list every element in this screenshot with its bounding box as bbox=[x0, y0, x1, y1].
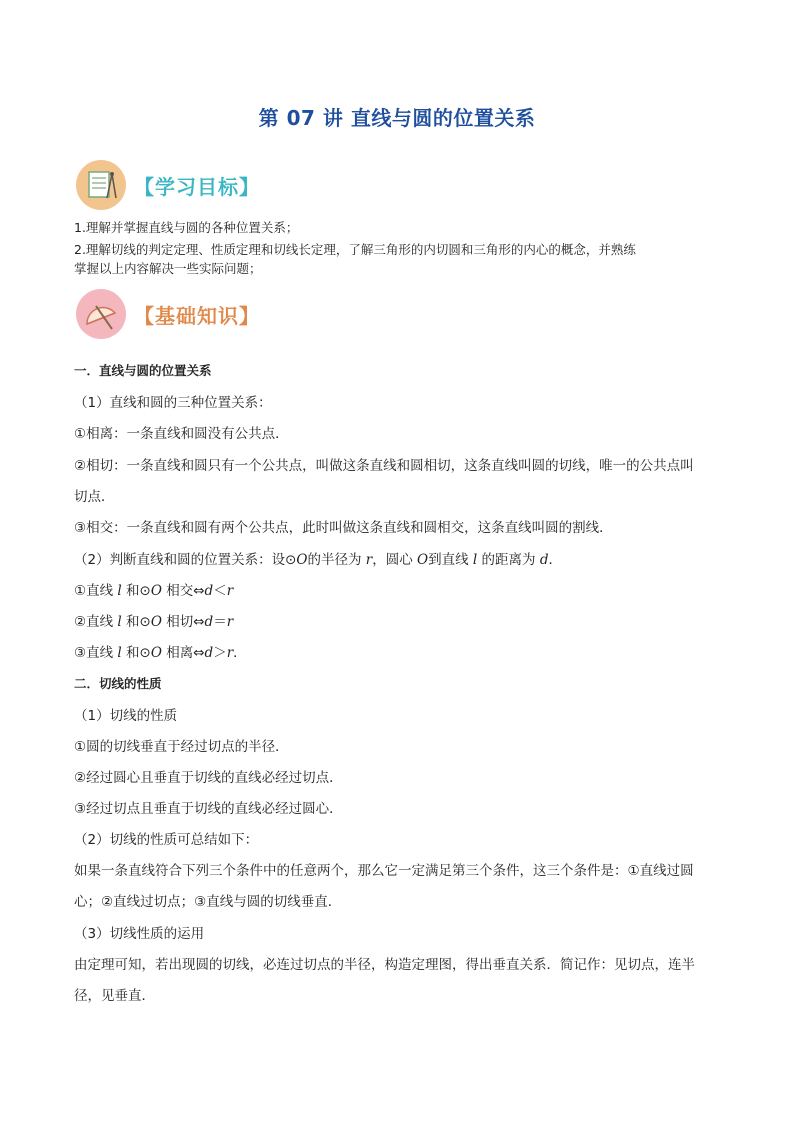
paragraph: ①相离：一条直线和圆没有公共点． bbox=[74, 426, 289, 442]
paragraph: 心；②直线过切点；③直线与圆的切线垂直． bbox=[74, 894, 342, 910]
paragraph: ③经过切点且垂直于切线的直线必经过圆心． bbox=[74, 801, 343, 817]
learning-goals-header bbox=[76, 160, 260, 210]
paragraph: （2）切线的性质可总结如下： bbox=[74, 832, 259, 848]
paragraph: 径，见垂直． bbox=[74, 988, 155, 1004]
paragraph: 由定理可知，若出现圆的切线，必连过切点的半径，构造定理图，得出垂直关系．简记作：见切点，连半 bbox=[74, 957, 695, 973]
paragraph: （1）直线和圆的三种位置关系： bbox=[74, 395, 272, 411]
learning-goals-heading: 【学习目标】 bbox=[134, 174, 260, 199]
relation-tangent: ②直线 l 和⊙O 相切⇔d＝r bbox=[74, 614, 234, 630]
distance-definition: （2）判断直线和圆的位置关系：设⊙O的半径为 r，圆心 O到直线 l 的距离为 d． bbox=[74, 552, 562, 568]
protractor-icon bbox=[76, 289, 126, 339]
basic-knowledge-heading: 【基础知识】 bbox=[134, 303, 260, 328]
paragraph: 如果一条直线符合下列三个条件中的任意两个，那么它一定满足第三个条件，这三个条件是：①直线过圆 bbox=[74, 863, 694, 879]
notebook-compass-icon bbox=[76, 160, 126, 210]
section-heading-1: 一．直线与圆的位置关系 bbox=[74, 363, 212, 378]
paragraph: ②经过圆心且垂直于切线的直线必经过切点． bbox=[74, 770, 343, 786]
paragraph: 切点． bbox=[74, 489, 115, 505]
goal-line-2: 2.理解切线的判定定理、性质定理和切线长定理，了解三角形的内切圆和三角形的内心的概念，并熟练 bbox=[74, 242, 636, 257]
relation-intersect: ①直线 l 和⊙O 相交⇔d＜r bbox=[74, 583, 234, 599]
basic-knowledge-header bbox=[76, 289, 260, 339]
paragraph: （1）切线的性质 bbox=[74, 708, 178, 724]
paragraph: ③相交：一条直线和圆有两个公共点，此时叫做这条直线和圆相交，这条直线叫圆的割线． bbox=[74, 520, 613, 536]
paragraph: ①圆的切线垂直于经过切点的半径． bbox=[74, 739, 289, 755]
goal-line-3: 掌握以上内容解决一些实际问题； bbox=[74, 261, 262, 276]
paragraph: ②相切：一条直线和圆只有一个公共点，叫做这条直线和圆相切，这条直线叫圆的切线，唯一的公共点叫 bbox=[74, 458, 694, 474]
section-heading-2: 二．切线的性质 bbox=[74, 676, 162, 691]
paragraph: （3）切线性质的运用 bbox=[74, 926, 205, 942]
page-title: 第 07 讲 直线与圆的位置关系 bbox=[258, 106, 536, 130]
goal-line-1: 1.理解并掌握直线与圆的各种位置关系； bbox=[74, 220, 299, 235]
relation-separate: ③直线 l 和⊙O 相离⇔d＞r． bbox=[74, 645, 247, 661]
